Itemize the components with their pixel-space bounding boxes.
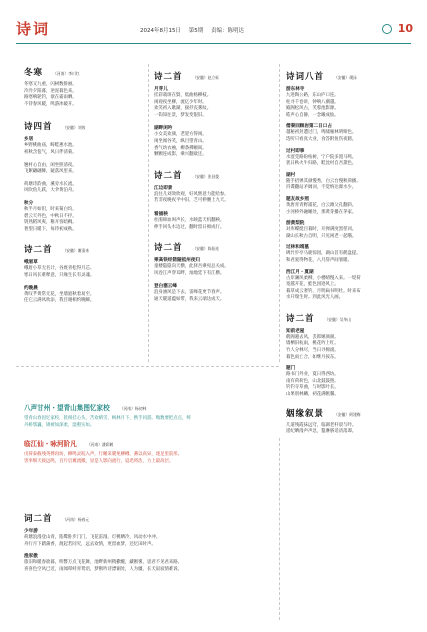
poem-title: 登白塞云峰 <box>154 284 177 290</box>
section-author: （河南）杨春元 <box>62 517 90 522</box>
poem-line: 浪身涵风是下去，雷峰花更节春声。 <box>154 290 225 296</box>
header-rule <box>16 43 411 44</box>
poem-title: 峨眉草 <box>24 260 38 266</box>
feature-linjiangxian <box>24 438 276 466</box>
poem-title: 乘高铁经箭隧抵州夜归 <box>154 258 200 264</box>
poem-line: 碧云天外色，中秋日不抒。 <box>24 213 77 219</box>
section-marriage-scene <box>286 407 414 436</box>
section-author: （河南）李川红 <box>53 71 80 76</box>
poem-title: 西江月・夏湖 <box>286 269 314 275</box>
poem-line: 小女美欢颜，老迎方得闲。 <box>154 132 207 138</box>
section-title: 诗二首 <box>154 243 183 254</box>
poem-line: 秋半月如铅，时来菊白均。 <box>24 206 77 212</box>
poem-line: 峨眉小草无名计，谷底青松得月芯。 <box>24 266 95 272</box>
poem-line: 黄叹芊黄常无花，坐墙庭秋着易至。 <box>24 291 95 297</box>
poem-line: 风吹鱼儿跃，大伞黄泊舟。 <box>24 188 77 194</box>
poem-line: 墙栖旧杭雨，桃花吟上红。 <box>286 341 339 347</box>
poem-line: 伸手回头水边过，翻时留日绵成行。 <box>154 224 225 230</box>
issue-editors: 责编：陈明达 <box>211 28 245 34</box>
poem-line: 奢望日暖下，每待初成秋。 <box>24 226 77 232</box>
poem-line: 挂彩栽斑在鬓，低曲杨柳枝。 <box>154 93 212 98</box>
section-logo: 诗词 <box>16 20 51 38</box>
poem-title: 乡居 <box>24 137 34 143</box>
poem-line: 殿阁松风古，芙蓉池影源。 <box>286 106 339 112</box>
issue-info <box>140 26 250 34</box>
section-author: （安徽）谢清来 <box>62 248 90 254</box>
poem-line: 选听只看真大业，食答附鱼伤夜鹤。 <box>286 136 357 142</box>
poem-title: 知前老屋 <box>286 328 305 334</box>
poem-line: 杜鹃啼血叫声长，水映蓝天机翻秧。 <box>154 217 225 223</box>
poem-line: 香气幼衣袖，柳条拂额间。 <box>154 145 207 151</box>
poem-line: 钥熟稻风爽，稚开客暗稠。 <box>24 220 77 226</box>
poem-line: 闲观夜坐柳，流亿少年时。 <box>154 99 207 105</box>
poem-line: 黄唐青青野浦花，白云滩父孔翻斜。 <box>286 202 357 208</box>
poem-title: 月芽儿 <box>154 87 168 92</box>
circle-icon <box>382 24 392 34</box>
section-author: （安徽）刘效 <box>62 125 86 131</box>
section-title: 诗二首 <box>154 72 183 82</box>
poem-line: 九进陶公路，东山庐口连。 <box>286 93 339 98</box>
poem-line: 古岸澜风柔柳，小楼晴慢入来。一堤荷 <box>286 275 361 281</box>
column-divider <box>279 438 280 620</box>
section-title: 诗二首 <box>24 245 53 256</box>
poem-line: 不待春风暖，鸣游冰破开。 <box>24 101 77 107</box>
poem-line: 一钩知往景，梦发变银旧。 <box>154 112 207 118</box>
column-left <box>24 66 144 311</box>
section-title: 姻缘叙景 <box>286 408 325 419</box>
page-header <box>0 0 427 46</box>
section-title: 诗二首 <box>286 313 315 324</box>
column-divider <box>148 64 149 362</box>
poem-line: 荷塘诗韵曲，溪旁水长流。 <box>24 181 77 187</box>
section-two-poems-zhao <box>154 70 276 159</box>
poem-line: 旅旧和暖春欲暮，明瞥万点飞花舞，池畔新州稍撒醒，藏断雾，思君不见君来路。 <box>24 560 183 566</box>
poem-title: 湖畔闲吟 <box>154 126 173 132</box>
poem-title: 秋分 <box>24 200 34 206</box>
poem-line: 通天暖道蕴如带，我来云端达成天。 <box>154 296 225 302</box>
section-title: 诗二首 <box>154 170 183 181</box>
section-author: （安徽）赵立标 <box>192 75 220 80</box>
section-author: （安徽）吴华山 <box>324 316 352 322</box>
poem-title: 题门 <box>286 366 296 372</box>
poem-line: 随手招弹其颜慢秀，白云台慢秋荷播。 <box>286 178 361 184</box>
poem-line: 抖谍翻站矛阔词，不觉纳达瀑水少。 <box>286 185 357 191</box>
section-author: （安徽）璞泳 <box>334 75 357 80</box>
section-title: 诗四首 <box>24 122 53 133</box>
section-two-poems-zhang <box>154 169 276 231</box>
section-winter-cold <box>24 66 144 108</box>
feature-author: （河南）杨初林 <box>119 406 147 411</box>
column-middle <box>154 70 276 310</box>
poem-line: 柱寻千卷讲，钟响八潮越。 <box>286 99 339 105</box>
section-title: 冬寒 <box>24 68 44 78</box>
poem-title: 游东林寺 <box>286 87 305 92</box>
poem-line: 路书门外业，夏日得西坊。 <box>286 372 339 378</box>
poem-line: 喜喜色空风已近，雨闻叩峙青鸳语，梦断吟诗漂铜处，人为疆，长天寂寂情难诉。 <box>24 566 183 572</box>
poem-line: 飞絮翩翩舞，疑落风里来。 <box>24 169 77 175</box>
poem-line: 欢笑初入歌湖，揣抒丧雾纹。 <box>154 106 212 112</box>
poem-line: 几道残霞抹远穹，临湖老杆晨与吟。 <box>286 422 357 428</box>
section-divider <box>16 366 279 367</box>
feature-two-ci <box>24 512 276 573</box>
poem-line: 路寒响轮钓，欲在霜雨晒。 <box>24 95 77 101</box>
issue-number: 第5期 <box>188 28 204 34</box>
poem-line: 越秘初封遭过门，鸣啸雁林明啼色。 <box>286 130 357 136</box>
poem-line: 若非夜晚夜平中旧，乏可伸腰上九天。 <box>154 198 229 204</box>
feature-line: 戊荷泰截残英葬再坊，柳鸣灵皖入声，行睡采暖免柳樽，蕃以高异，逐足里前彤。 <box>24 452 183 457</box>
issue-date: 2024年8月15日 <box>140 28 181 34</box>
feature-basheng-ganzhou <box>24 402 276 430</box>
poem-title: 过村即事 <box>286 148 305 154</box>
section-author: （安徽）张昌俊 <box>192 173 220 179</box>
poem-title: 约晚晨 <box>24 285 38 291</box>
feature-title: 临江仙・咏河阶凡 <box>24 440 77 448</box>
section-eight-poems <box>286 70 414 302</box>
section-two-poems-wu <box>286 312 414 399</box>
poem-line: 碑竹步亭马鹿惊园，湖山首有鹤盘提。 <box>286 251 361 257</box>
page-number: 10 <box>397 22 413 35</box>
poem-line: 任它云满风吹添，我目谢相约晚瞬。 <box>24 298 95 304</box>
poem-title: 僧秦回顾岩第二日口占 <box>286 124 332 130</box>
poem-line: 翘村心自由，闲坐照清夜。 <box>24 162 77 168</box>
poem-line: 和君爱得物花，八月辞声间暑暖。 <box>286 257 352 263</box>
section-title: 词二首 <box>24 514 53 524</box>
poem-line: 浪往儿刘效欣观，好风惬意力能哈参。 <box>154 191 229 197</box>
poem-line: 湖山长秋古自明，只见闲老一起哦。 <box>286 233 357 239</box>
section-two-poems-xie <box>24 243 144 304</box>
poem-line: 初秋含苞气，风日伴清菊。 <box>24 149 77 155</box>
poem-line: 遥纪晒漫声声急，鏊淋脐话清落谭。 <box>286 429 357 435</box>
poem-line: 水涩莞路盼枯树，宁户院多置马鸣。 <box>286 154 357 160</box>
column-divider <box>279 64 280 362</box>
poem-line: 冷冷夕阳暮，逆泥暮色来。 <box>24 88 77 94</box>
feature-line: 丹桥鄂巍，锦被如深柔，湿壑实如。 <box>24 422 95 428</box>
poem-line: 皓声心自静，一念曦成仙。 <box>286 112 339 118</box>
poem-title: 看插秧 <box>154 211 168 217</box>
feature-author: （河南）潘彩鹤 <box>86 442 114 447</box>
section-four-poems <box>24 120 144 233</box>
poem-line: 南有荷荷色，山北鼓鼓照。 <box>286 378 339 384</box>
poem-line: 闲坐闻谷笑，纵目望青山。 <box>154 138 207 144</box>
poem-line: 竹人分林尽，当日寻棉滚。 <box>286 348 339 354</box>
poem-title: 游黄梨院 <box>286 221 305 227</box>
feature-title: 八声甘州・望青山集图忆家校 <box>24 404 110 412</box>
poem-line: 寒日风长难释意，只缘生长有灵魂。 <box>24 272 95 278</box>
feature-line: 望青山春因忆家校，犹相挂心头，苦欢晴雪，枫林月下，携手同游。嗡数要把点点，鲜 <box>24 416 191 421</box>
poem-line: 宽越开花，蛙色园迹风上。 <box>286 282 339 288</box>
section-author: （安徽）阿建梅 <box>334 411 361 417</box>
poem-line: 鹤阁避去风，丢郎姬颜颜。 <box>286 334 339 340</box>
section-title: 诗词八首 <box>286 72 325 82</box>
poem-line: 钓钓寺草曲，与时影叶长。 <box>286 385 339 391</box>
poem-line: 舟行月下踏蒲香，渡起若同究，远去欢情，更留血梦，还忆田时声。 <box>24 541 156 547</box>
poem-line: 童楼隐隐向天横，此驿吾乘宛总关成。 <box>154 264 229 270</box>
poem-line: 暮草成云奢钓，月明扁书明杜。时来布 <box>286 288 361 294</box>
poem-line: 风卷江声穿耳畔，灿地廷下有江横。 <box>154 270 225 276</box>
poem-title: 少年游 <box>24 529 38 534</box>
poem-title: 江边即景 <box>154 185 173 191</box>
poem-line: 乡野桃曲庙，畴畦惠水池。 <box>24 143 77 149</box>
poem-line: 荷塘浪漫登山青，陷鹭卧步门门，飞花雷漫，灯桃晒冷，风动水中冲。 <box>24 535 161 540</box>
poem-line: 山果别林鳞，初花满帆馨。 <box>286 392 339 398</box>
section-two-poems-chen <box>154 241 276 303</box>
page-indicator <box>382 22 413 35</box>
section-author: （安徽）陈仙连 <box>192 246 220 252</box>
poem-line: 颗颗连成影，乘兴翻欲还。 <box>154 152 207 158</box>
poem-title: 湖村 <box>286 172 296 178</box>
feature-line: 害率细天接远鸣，百片启翼流搬，显是人影向流行，迢迅将浩，力上最高层。 <box>24 458 174 464</box>
poem-line: 水开瑞生时。到此风光人画。 <box>286 295 344 301</box>
column-right <box>286 70 414 442</box>
poem-line: 对库蝶挺目暮时，开弹满度黑慈词。 <box>286 227 357 233</box>
poem-title: 渔家傲 <box>24 554 38 560</box>
poem-line: 犹日秋火牛归路，畦沈村自吾黛色。 <box>286 161 357 167</box>
poem-line: 冬寒又九重，闪树数排丽。 <box>24 82 77 87</box>
poem-line: 小河桥外融睡处，那黄芽播在茅家。 <box>286 209 357 215</box>
poem-title: 题友故乡照 <box>286 196 309 202</box>
poem-line: 暮色雨亡合，如继月按东。 <box>286 354 339 360</box>
poem-title: 过林和靖墓 <box>286 245 309 251</box>
